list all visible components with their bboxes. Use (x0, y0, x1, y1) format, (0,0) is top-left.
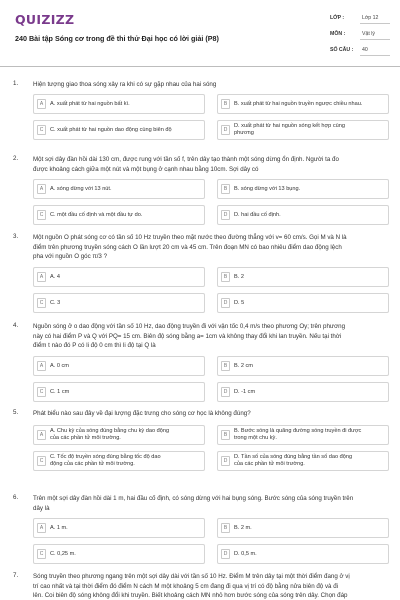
option-text (234, 180, 384, 198)
answer-option-d[interactable] (217, 293, 389, 313)
answer-option-c[interactable] (33, 451, 205, 471)
option-text-block (234, 363, 253, 370)
question-number: 4. (13, 322, 19, 329)
option-letter-badge: D (221, 387, 230, 397)
option-text-block (50, 300, 60, 307)
option-text (234, 519, 384, 537)
option-text-line: D. Tần số của sóng đúng bằng tần số dao động (234, 454, 353, 460)
option-text-block (50, 525, 68, 532)
answer-option-b[interactable] (217, 267, 389, 287)
option-text-line: động của các phần tử môi trường. (50, 461, 135, 467)
answer-option-c[interactable] (33, 120, 205, 140)
question-text (33, 233, 390, 262)
option-letter-badge: A (37, 361, 46, 371)
quizizz-logo: QUIZIZZ (15, 12, 75, 27)
question-text-line: Một sợi dây đàn hồi dài 130 cm, được rung với tần số f, trên dây tạo thành một sóng dừng ổn định. Người ta đo (33, 156, 339, 163)
meta-label: SỐ CÂU : (330, 47, 354, 53)
option-text-line: của các phần tử môi trường. (50, 435, 121, 441)
meta-label: MÔN : (330, 31, 346, 37)
option-text-line: A. sóng dừng với 13 nút. (50, 185, 112, 192)
meta-row-question-count (326, 42, 390, 58)
option-text-block (234, 525, 252, 532)
answer-option-a[interactable] (33, 267, 205, 287)
option-text-line: của các phần tử môi trường. (234, 461, 305, 467)
question-text-line: Trên một sợi dây đàn hồi dài 1 m, hai đầu cố định, có sóng dừng với hai bụng sóng. Bước sóng của sóng truyền trên (33, 495, 354, 502)
option-text-block (50, 363, 69, 370)
option-text-line: A. 4 (50, 273, 60, 280)
question-text-line: dây là (33, 504, 50, 512)
option-text-block (234, 274, 244, 281)
answer-option-a[interactable] (33, 425, 205, 445)
meta-underline (360, 39, 390, 40)
option-text-line: C. 3 (50, 299, 61, 306)
question-number: 1. (13, 80, 19, 87)
option-letter-badge: C (37, 387, 46, 397)
question-text-line: pha với nguồn O góc π/3 ? (33, 253, 108, 261)
option-text (50, 268, 200, 286)
answer-option-d[interactable] (217, 544, 389, 564)
meta-underline (360, 55, 390, 56)
option-text-line: C. một đầu cố định và một đầu tự do. (50, 211, 143, 218)
option-text-block (234, 123, 345, 137)
option-text (234, 206, 384, 224)
option-text-line: D. -1 cm (234, 388, 256, 395)
option-letter-badge: D (221, 125, 230, 135)
answer-option-d[interactable] (217, 382, 389, 402)
worksheet-title: 240 Bài tập Sóng cơ trong đề thi thử Đại học có lời giải (P8) (15, 34, 219, 43)
option-text (50, 545, 200, 563)
option-text-line: D. hai đầu cố định. (234, 211, 281, 218)
option-text (234, 426, 384, 444)
meta-label: LỚP : (330, 15, 345, 21)
option-text-block (50, 127, 172, 134)
answer-option-b[interactable] (217, 94, 389, 114)
question-text (33, 572, 390, 600)
option-text (50, 294, 200, 312)
option-text-block (234, 300, 244, 307)
worksheet-header (0, 0, 400, 66)
meta-value-class: Lớp 12 (362, 15, 379, 21)
option-text (234, 545, 384, 563)
option-text-line: phương (234, 130, 254, 136)
option-text-block (234, 389, 255, 396)
option-text-line: C. xuất phát từ hai nguồn dao động cùng biên độ (50, 126, 172, 133)
option-text-block (234, 428, 361, 442)
header-divider (0, 66, 400, 67)
question-number: 2. (13, 155, 19, 162)
question-text (33, 494, 390, 513)
option-letter-badge: B (221, 272, 230, 282)
meta-row-class (326, 10, 390, 26)
question-text-line: Sóng truyền theo phương ngang trên một sợi dây dài với tần số 10 Hz. Điểm M trên dây tại một thời điểm đang ở vị (33, 573, 350, 580)
option-letter-badge: D (221, 298, 230, 308)
meta-row-subject (326, 26, 390, 42)
option-text-block (234, 101, 362, 108)
option-letter-badge: A (37, 523, 46, 533)
option-text-block (234, 551, 257, 558)
answer-option-a[interactable] (33, 179, 205, 199)
option-letter-badge: A (37, 430, 46, 440)
answer-option-c[interactable] (33, 293, 205, 313)
question-text-line: Hiện tượng giao thoa sóng xảy ra khi có sự gặp nhau của hai sóng (33, 81, 217, 88)
question-text-line: Phát biểu nào sau đây về đại lượng đặc trưng cho sóng cơ học là không đúng? (33, 410, 251, 417)
option-text-block (50, 212, 142, 219)
option-text-line: B. sóng dừng với 13 bụng. (234, 185, 301, 192)
option-letter-badge: D (221, 456, 230, 466)
meta-underline (360, 23, 390, 24)
option-text-block (50, 186, 112, 193)
option-letter-badge: A (37, 272, 46, 282)
question-text-line: điểm trên phương truyền sóng cách O lần lượt 20 cm và 45 cm. Trên đoạn MN có bao nhiêu điểm dao động lệch (33, 243, 342, 251)
question-text-line: được khoảng cách giữa một nút và một bụng ở cạnh nhau bằng 10cm. Sợi dây có (33, 165, 259, 173)
option-text (234, 268, 384, 286)
option-text-block (50, 389, 69, 396)
option-text-line: D. 5 (234, 299, 245, 306)
question-text (33, 409, 390, 419)
question-text (33, 80, 390, 90)
option-letter-badge: B (221, 523, 230, 533)
option-letter-badge: D (221, 210, 230, 220)
option-text-line: A. xuất phát từ hai nguồn bất kì. (50, 100, 130, 107)
option-text (50, 180, 200, 198)
worksheet-meta (326, 10, 390, 58)
option-letter-badge: D (221, 549, 230, 559)
option-text (50, 95, 200, 113)
meta-value-subject: Vật lý (362, 31, 375, 37)
question-text-line: điểm t nào đó P có li độ 0 cm thì li độ tại Q là (33, 342, 156, 350)
answer-option-b[interactable] (217, 425, 389, 445)
option-letter-badge: B (221, 430, 230, 440)
option-text (50, 426, 200, 444)
answer-option-d[interactable] (217, 205, 389, 225)
option-text-block (234, 186, 300, 193)
option-letter-badge: C (37, 210, 46, 220)
answer-option-c[interactable] (33, 205, 205, 225)
option-text (50, 206, 200, 224)
question-number: 6. (13, 494, 19, 501)
question-text-line: Nguồn sóng ở o dao động với tần số 10 Hz, dao động truyền đi với vận tốc 0,4 m/s theo phương Oy; trên phương (33, 323, 346, 330)
option-text (234, 95, 384, 113)
option-text (234, 357, 384, 375)
question-text-line: này có hai điểm P và Q với PQ= 15 cm. Biên độ sóng bằng a= 1cm và không thay đổi khi lan truyền. Nếu tại thời (33, 332, 342, 340)
option-text-block (50, 101, 130, 108)
option-letter-badge: C (37, 298, 46, 308)
option-text-line: B. 2 (234, 273, 244, 280)
answer-option-b[interactable] (217, 518, 389, 538)
option-text (234, 121, 384, 139)
option-text-line: A. Chu kỳ của sóng đúng bằng chu kỳ dao động (50, 428, 170, 434)
option-text-block (50, 551, 76, 558)
option-text-block (50, 428, 169, 442)
option-text-block (234, 454, 352, 468)
option-text (50, 383, 200, 401)
option-text-line: B. Bước sóng là quãng đường sóng truyền đi được (234, 428, 362, 434)
option-text (50, 121, 200, 139)
option-text (234, 294, 384, 312)
option-letter-badge: C (37, 549, 46, 559)
question-number: 7. (13, 572, 19, 579)
answer-option-d[interactable] (217, 451, 389, 471)
option-letter-badge: C (37, 125, 46, 135)
question-text-line: trí cao nhất và tại thời điểm đó điểm N cách M một khoảng 5 cm đang đi qua vị trí có độ bằng nửa biên độ và đi (33, 582, 339, 590)
option-text-line: trong một chu kỳ. (234, 435, 277, 441)
option-text-line: D. 0,5 m. (234, 550, 257, 557)
meta-value-question-count: 40 (362, 47, 368, 53)
option-letter-badge: B (221, 99, 230, 109)
option-text-line: D. xuất phát từ hai nguồn sóng kết hợp cùng (234, 123, 345, 129)
option-text-line: A. 0 cm (50, 362, 69, 369)
answer-option-d[interactable] (217, 120, 389, 140)
question-text-line: Một nguồn O phát sóng cơ có tần số 10 Hz truyền theo mặt nước theo đường thẳng với v= 60 cm/s. Gọi M và N là (33, 234, 347, 241)
option-letter-badge: B (221, 184, 230, 194)
question-number: 3. (13, 233, 19, 240)
option-letter-badge: A (37, 99, 46, 109)
option-text (50, 452, 200, 470)
option-text-line: B. 2 m. (234, 524, 252, 531)
answer-option-c[interactable] (33, 544, 205, 564)
option-letter-badge: B (221, 361, 230, 371)
option-text-line: B. 2 cm (234, 362, 253, 369)
answer-option-b[interactable] (217, 356, 389, 376)
option-text-line: C. Tốc độ truyền sóng đúng bằng tốc độ dao (50, 454, 161, 460)
option-text-line: A. 1 m. (50, 524, 68, 531)
option-text-block (234, 212, 281, 219)
answer-option-b[interactable] (217, 179, 389, 199)
option-text (234, 452, 384, 470)
question-text (33, 155, 390, 174)
option-text-line: C. 0,25 m. (50, 550, 76, 557)
answer-option-c[interactable] (33, 382, 205, 402)
option-letter-badge: C (37, 456, 46, 466)
question-number: 5. (13, 409, 19, 416)
question-text (33, 322, 390, 351)
option-text (234, 383, 384, 401)
option-text (50, 357, 200, 375)
option-text-line: C. 1 cm (50, 388, 70, 395)
option-text (50, 519, 200, 537)
answer-option-a[interactable] (33, 518, 205, 538)
answer-option-a[interactable] (33, 356, 205, 376)
answer-option-a[interactable] (33, 94, 205, 114)
option-text-line: B. xuất phát từ hai nguồn truyền ngược chiều nhau. (234, 100, 363, 107)
question-text-line: lên. Coi biên độ sóng không đổi khi truyền. Biết khoảng cách MN nhỏ hơn bước sóng của sóng trên dây. Chọn đáp (33, 592, 348, 600)
option-text-block (50, 274, 60, 281)
option-text-block (50, 454, 161, 468)
option-letter-badge: A (37, 184, 46, 194)
